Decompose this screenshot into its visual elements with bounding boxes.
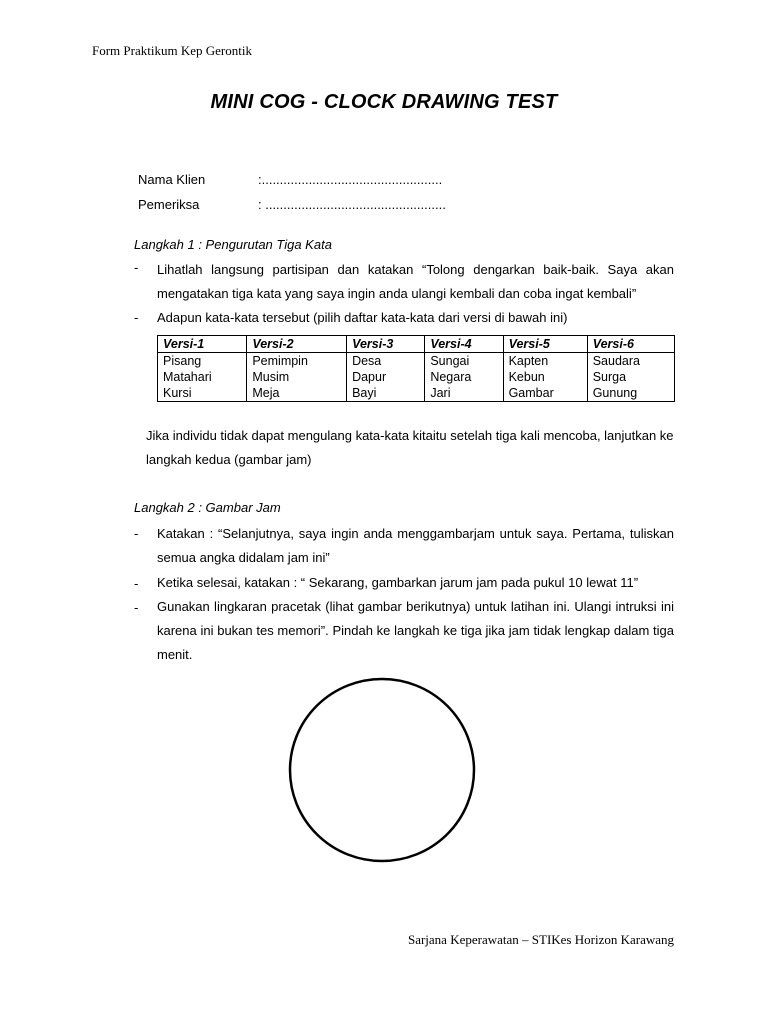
word: Saudara bbox=[592, 354, 640, 368]
step1-bullet-2: Adapun kata-kata tersebut (pilih daftar kata-kata dari versi di bawah ini) bbox=[157, 310, 568, 325]
word-version-table bbox=[157, 335, 675, 402]
word: Jari bbox=[430, 386, 451, 400]
page-header: Form Praktikum Kep Gerontik bbox=[92, 43, 252, 58]
word: Desa bbox=[352, 354, 382, 368]
bullet-dash: - bbox=[134, 576, 139, 591]
word: Gambar bbox=[508, 386, 554, 400]
step1-note: Jika individu tidak dapat mengulang kata-kata kitaitu setelah tiga kali mencoba, lanjutkan ke langkah kedua (gambar jam) bbox=[146, 428, 674, 467]
word: Pisang bbox=[163, 354, 202, 368]
bullet-dash: - bbox=[134, 600, 139, 615]
word: Meja bbox=[252, 386, 280, 400]
step2-bullet-1: Katakan : “Selanjutnya, saya ingin anda menggambarjam untuk saya. Pertama, tuliskan semua angka didalam jam ini” bbox=[157, 526, 674, 565]
step1-title: Langkah 1 : Pengurutan Tiga Kata bbox=[134, 237, 332, 252]
field-label-client: Nama Klien bbox=[138, 172, 206, 187]
word: Dapur bbox=[352, 370, 387, 384]
table-cell bbox=[247, 353, 347, 402]
document-title: MINI COG - CLOCK DRAWING TEST bbox=[210, 91, 558, 113]
step2-title: Langkah 2 : Gambar Jam bbox=[134, 500, 281, 515]
bullet-dash: - bbox=[134, 260, 139, 275]
table-header: Versi-6 bbox=[587, 336, 674, 353]
table-header: Versi-2 bbox=[247, 336, 347, 353]
word: Kapten bbox=[508, 354, 549, 368]
table-row bbox=[158, 353, 675, 402]
table-header: Versi-4 bbox=[425, 336, 503, 353]
word: Matahari bbox=[163, 370, 212, 384]
field-value-client: :.................................................. bbox=[258, 172, 443, 187]
word: Surga bbox=[592, 370, 627, 384]
page-footer: Sarjana Keperawatan – STIKes Horizon Karawang bbox=[407, 932, 674, 947]
step2-bullet-2: Ketika selesai, katakan : “ Sekarang, gambarkan jarum jam pada pukul 10 lewat 11” bbox=[157, 575, 639, 590]
clock-circle bbox=[284, 672, 480, 868]
bullet-dash: - bbox=[134, 526, 139, 541]
table-header: Versi-1 bbox=[158, 336, 247, 353]
word: Kebun bbox=[508, 370, 545, 384]
field-value-examiner: : .................................................. bbox=[258, 197, 446, 212]
table-cell bbox=[587, 353, 674, 402]
table-header-row bbox=[158, 336, 675, 353]
table-header: Versi-5 bbox=[503, 336, 587, 353]
clock-outline bbox=[290, 679, 474, 861]
bullet-dash: - bbox=[134, 310, 139, 325]
word: Sungai bbox=[430, 354, 470, 368]
word: Pemimpin bbox=[252, 354, 308, 368]
table-cell bbox=[347, 353, 425, 402]
table-cell bbox=[503, 353, 587, 402]
table-cell bbox=[425, 353, 503, 402]
word: Kursi bbox=[163, 386, 192, 400]
table-cell bbox=[158, 353, 247, 402]
step1-bullet-1: Lihatlah langsung partisipan dan katakan “Tolong dengarkan baik-baik. Saya akan mengatakan tiga kata yang saya ingin anda ulangi kembali dan coba ingat kembali” bbox=[157, 262, 674, 301]
table-header: Versi-3 bbox=[347, 336, 425, 353]
word: Musim bbox=[252, 370, 290, 384]
word: Gunung bbox=[592, 386, 638, 400]
word: Bayi bbox=[352, 386, 377, 400]
field-label-examiner: Pemeriksa bbox=[138, 197, 200, 212]
word: Negara bbox=[430, 370, 472, 384]
step2-bullet-3: Gunakan lingkaran pracetak (lihat gambar berikutnya) untuk latihan ini. Ulangi intruksi ini karena ini bukan tes memori”. Pindah ke langkah ke tiga jika jam tidak lengkap dalam tiga menit. bbox=[157, 599, 674, 662]
